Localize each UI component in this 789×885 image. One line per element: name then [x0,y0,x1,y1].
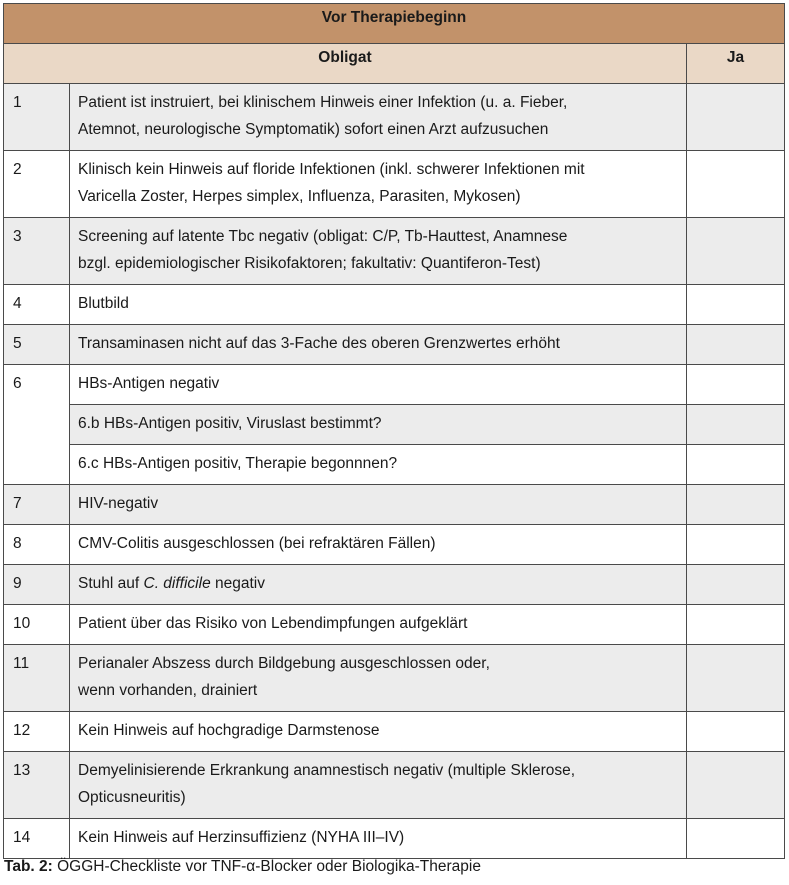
ja-cell[interactable] [687,84,785,151]
table-row [4,525,785,565]
row-text-line: Kein Hinweis auf hochgradige Darmstenose [78,722,380,739]
row-text-line: Perianaler Abszess durch Bildgebung ausgeschlossen oder, [78,655,490,672]
ja-cell[interactable] [687,325,785,365]
table-row [4,405,785,445]
row-text [70,605,687,645]
row-text [70,712,687,752]
table-row [4,752,785,819]
row-text-line: bzgl. epidemiologischer Risikofaktoren; fakultativ: Quantiferon-Test) [78,255,541,272]
ja-cell[interactable] [687,605,785,645]
ja-cell[interactable] [687,151,785,218]
row-text [70,325,687,365]
checklist-table [3,3,785,859]
row-text-line: Screening auf latente Tbc negativ (obligat: C/P, Tb-Hauttest, Anamnese [78,228,568,245]
row-text-line: wenn vorhanden, drainiert [78,682,258,699]
caption-text: ÖGGH-Checkliste vor TNF-α-Blocker oder Biologika-Therapie [52,858,481,875]
row-text [70,405,687,445]
table-row [4,365,785,405]
row-text-line: 6.b HBs-Antigen positiv, Viruslast bestimmt? [78,415,382,432]
ja-cell[interactable] [687,218,785,285]
row-number: 2 [4,151,70,218]
row-number: 13 [4,752,70,819]
row-text [70,365,687,405]
row-number: 12 [4,712,70,752]
row-text [70,218,687,285]
ja-cell[interactable] [687,365,785,405]
row-text [70,752,687,819]
row-text [70,151,687,218]
row-number: 3 [4,218,70,285]
ja-cell[interactable] [687,712,785,752]
ja-cell[interactable] [687,285,785,325]
row-text-line [78,570,678,597]
table-row [4,285,785,325]
table-row [4,151,785,218]
row-number: 10 [4,605,70,645]
row-text-line: HBs-Antigen negativ [78,375,220,392]
row-text-line: 6.c HBs-Antigen positiv, Therapie begonnnen? [78,455,398,472]
table-row [4,819,785,859]
row-text-line: Opticusneuritis) [78,789,186,806]
row-text-line: Blutbild [78,295,129,312]
ja-cell[interactable] [687,565,785,605]
ja-cell[interactable] [687,525,785,565]
row-number: 8 [4,525,70,565]
row-number: 1 [4,84,70,151]
row-number: 4 [4,285,70,325]
table-row [4,218,785,285]
row-number: 5 [4,325,70,365]
row-text [70,285,687,325]
ja-cell[interactable] [687,405,785,445]
row-text-post: negativ [210,575,265,592]
row-text-line: CMV-Colitis ausgeschlossen (bei refraktären Fällen) [78,535,436,552]
row-text [70,565,687,605]
row-text [70,645,687,712]
row-text-line: Atemnot, neurologische Symptomatik) sofort einen Arzt aufzusuchen [78,121,549,138]
table-row [4,84,785,151]
row-number: 14 [4,819,70,859]
column-header-obligat: Obligat [4,44,687,84]
column-header-ja: Ja [687,44,785,84]
row-text [70,485,687,525]
row-number: 9 [4,565,70,605]
row-text-line: Klinisch kein Hinweis auf floride Infektionen (inkl. schwerer Infektionen mit [78,161,585,178]
row-text-line: HIV-negativ [78,495,159,512]
row-text-pre: Stuhl auf [78,575,144,592]
table-row [4,325,785,365]
table-row [4,565,785,605]
row-text-line: Demyelinisierende Erkrankung anamnestisch negativ (multiple Sklerose, [78,762,576,779]
table-caption [4,857,481,877]
row-text-line: Patient über das Risiko von Lebendimpfungen aufgeklärt [78,615,468,632]
row-number: 6 [4,365,70,485]
ja-cell[interactable] [687,819,785,859]
row-text [70,525,687,565]
ja-cell[interactable] [687,752,785,819]
row-text-line: Patient ist instruiert, bei klinischem Hinweis einer Infektion (u. a. Fieber, [78,94,568,111]
table-title: Vor Therapiebeginn [4,4,785,44]
row-text-line: Kein Hinweis auf Herzinsuffizienz (NYHA III–IV) [78,829,405,846]
ja-cell[interactable] [687,445,785,485]
ja-cell[interactable] [687,645,785,712]
table-row [4,485,785,525]
row-text [70,819,687,859]
row-number: 11 [4,645,70,712]
table-row [4,605,785,645]
row-text [70,84,687,151]
table-row [4,445,785,485]
table-row [4,712,785,752]
table-row [4,645,785,712]
caption-label: Tab. 2: [4,858,53,875]
ja-cell[interactable] [687,485,785,525]
row-number: 7 [4,485,70,525]
row-text-line: Varicella Zoster, Herpes simplex, Influenza, Parasiten, Mykosen) [78,188,521,205]
row-text-line: Transaminasen nicht auf das 3-Fache des oberen Grenzwertes erhöht [78,335,560,352]
row-text [70,445,687,485]
row-text-italic: C. difficile [143,575,211,592]
